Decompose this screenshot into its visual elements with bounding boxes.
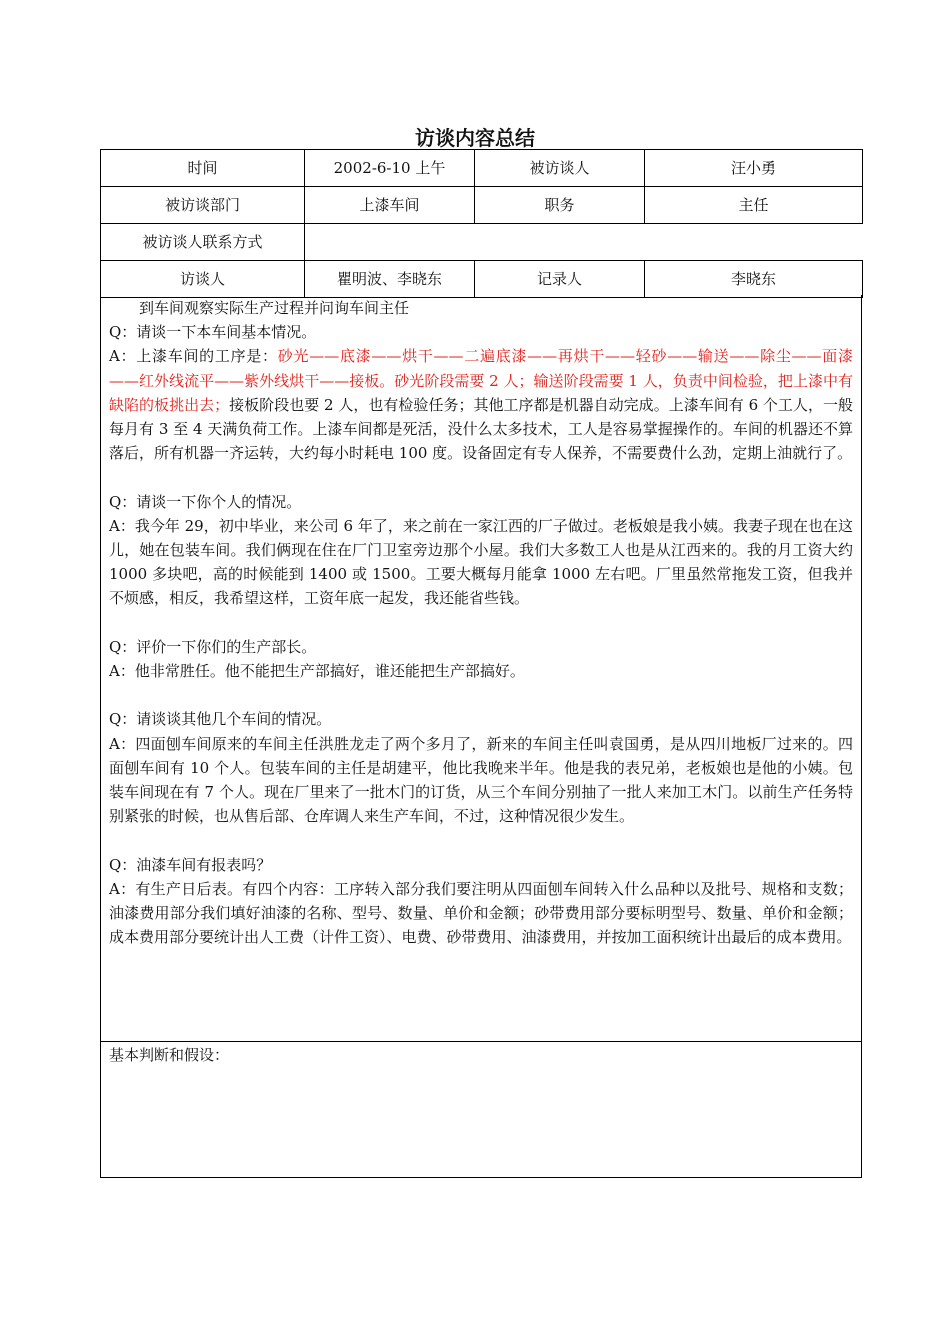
interview-content [100,295,862,1042]
interviewer-value: 瞿明波、李晓东 [305,261,475,298]
info-row-contact [101,224,863,261]
answer-1-rest: 接板阶段也要 2 人，也有检验任务；其他工序都是机器自动完成。上漆车间有 6 个工人，一般每月有 3 至 4 天满负荷工作。上漆车间都是死活，没什么太多技术，工人是容易掌握操作的。车间的机器还不算落后，所有机器一齐运转，大约每小时耗电 100 度。设备固定有专人保养，不需要费什么劲，定期上油就行了。 [109,395,853,463]
question-5: Q：油漆车间有报表吗？ [109,855,272,874]
answer-4: A：四面刨车间原来的车间主任洪胜龙走了两个多月了，新来的车间主任叫袁国勇，是从四川地板厂过来的。四面刨车间有 10 个人。包装车间的主任是胡建平，他比我晚来半年。他是我的表兄弟，老板娘也是他的小姨。包装车间现在有 7 个人。现在厂里来了一批木门的订货，从三个车间分别抽了一批人来加工木门。以前生产任务特别紧张的时候，也从售后部、仓库调人来生产车间，不过，这种情况很少发生。 [109,734,853,826]
position-value: 主任 [645,187,863,224]
question-2: Q：请谈一下你个人的情况。 [109,492,302,511]
recorder-label: 记录人 [475,261,645,298]
answer-5: A：有生产日后表。有四个内容：工序转入部分我们要注明从四面刨车间转入什么品种以及批号、规格和支数；油漆费用部分我们填好油漆的名称、型号、数量、单价和金额；砂带费用部分要标明型号、数量、单价和金额；成本费用部分要统计出人工费（计件工资）、电费、砂带费用、油漆费用，并按加工面积统计出最后的成本费用。 [109,879,853,947]
info-row-dept [101,187,863,224]
position-label: 职务 [475,187,645,224]
answer-1-prefix: A：上漆车间的工序是： [109,347,278,366]
judgement-section [100,1041,862,1178]
interview-info-table [100,149,863,298]
question-1: Q：请谈一下本车间基本情况。 [109,323,317,342]
recorder-value: 李晓东 [645,261,863,298]
interviewee-value: 汪小勇 [645,150,863,187]
interviewee-label: 被访谈人 [475,150,645,187]
time-value: 2002-6-10 上午 [305,150,475,187]
intro-text: 到车间观察实际生产过程并问询车间主任 [139,299,410,317]
answer-3: A：他非常胜任。他不能把生产部搞好，谁还能把生产部搞好。 [109,662,525,681]
document-title: 访谈内容总结 [415,126,535,150]
dept-value: 上漆车间 [305,187,475,224]
dept-label: 被访谈部门 [101,187,305,224]
info-row-time [101,150,863,187]
info-row-interviewer [101,261,863,298]
time-label: 时间 [101,150,305,187]
question-4: Q：请谈谈其他几个车间的情况。 [109,710,332,729]
judgement-label: 基本判断和假设： [109,1046,230,1064]
question-3: Q：评价一下你们的生产部长。 [109,637,317,656]
answer-2: A：我今年 29，初中毕业，来公司 6 年了，来之前在一家江西的厂子做过。老板娘是我小姨。我妻子现在也在这儿，她在包装车间。我们俩现在住在厂门卫室旁边那个小屋。我们大多数工人也是从江西来的。我的月工资大约 1000 多块吧，高的时候能到 1400 或 1500。工要大概每月能拿 1000 左右吧。厂里虽然常拖发工资，但我并不烦感，相反，我希望这样，工资年底一起发，我还能省些钱。 [109,516,853,608]
answer-1-highlight: 砂光——底漆——烘干——二遍底漆——再烘干——轻砂——输送——除尘——面漆——红外线流平——紫外线烘干——接板。砂光阶段需要 2 人；输送阶段需要 1 人，负责中间检验，把上漆中有缺陷的板挑出去； [109,347,853,414]
contact-value [305,224,863,261]
answer-1 [109,344,853,465]
interviewer-label: 访谈人 [101,261,305,298]
contact-label: 被访谈人联系方式 [101,224,305,261]
